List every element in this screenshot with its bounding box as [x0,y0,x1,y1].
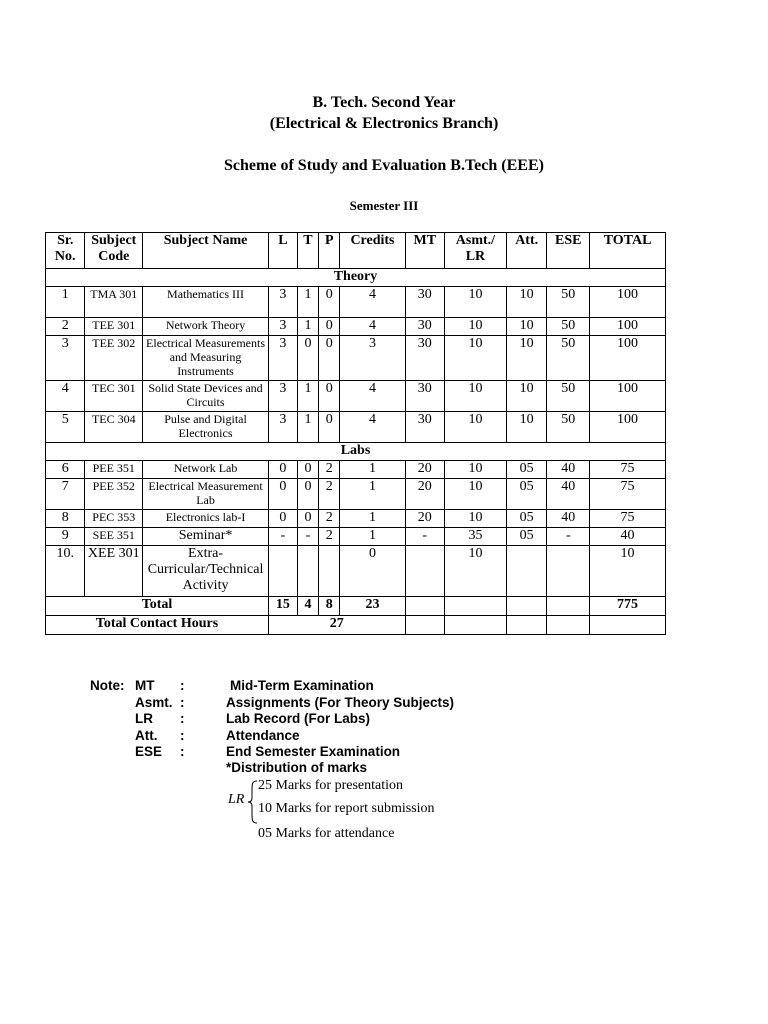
cell-name: Solid State Devices and Circuits [143,381,269,412]
note-abbr: ESE [135,744,163,759]
cell-l: 3 [268,287,297,318]
cell-l: - [268,528,297,546]
cell-ese: - [547,528,590,546]
attendance-line: 05 Marks for attendance [258,826,395,841]
cell-ese: 50 [547,381,590,412]
labs-section-row [46,443,666,461]
cell-att: 10 [506,318,547,336]
total-p: 8 [319,597,340,616]
cell-credits: 1 [340,461,405,479]
table-row [46,336,666,381]
scheme-table [45,232,666,635]
cell-name: Extra-Curricular/Technical Activity [143,546,269,597]
cell-t [297,546,318,597]
cell-asmt: 10 [445,336,507,381]
note-separator: : [180,727,185,743]
labs-label: Labs [46,443,666,461]
distribution-title: *Distribution of marks [226,760,368,775]
cell-p: 2 [319,461,340,479]
cell-p: 0 [319,318,340,336]
cell-mt: 30 [405,412,444,443]
cell-code: TEE 302 [85,336,143,381]
cell-att: 10 [506,336,547,381]
cell-credits: 4 [340,412,405,443]
contact-mt-empty [405,616,444,635]
cell-t: 0 [297,510,318,528]
contact-hours-row [46,616,666,635]
cell-p: 2 [319,510,340,528]
cell-total: 75 [590,461,666,479]
cell-name: Electronics lab-I [143,510,269,528]
header-ese: ESE [547,233,590,269]
cell-total: 100 [590,336,666,381]
cell-l: 3 [268,381,297,412]
cell-att: 05 [506,461,547,479]
cell-credits: 4 [340,381,405,412]
cell-p: 0 [319,287,340,318]
total-t: 4 [297,597,318,616]
cell-sr: 5 [46,412,85,443]
header-total: TOTAL [590,233,666,269]
cell-t: 0 [297,336,318,381]
cell-name: Electrical Measurements and Measuring Instruments [143,336,269,381]
cell-total: 10 [590,546,666,597]
lr-symbol: LR [228,792,245,807]
cell-sr: 6 [46,461,85,479]
note-description: Mid-Term Examination [230,678,374,693]
cell-total: 75 [590,510,666,528]
cell-total: 75 [590,479,666,510]
cell-att: 10 [506,412,547,443]
table-row [46,510,666,528]
cell-t: - [297,528,318,546]
cell-total: 100 [590,318,666,336]
total-label: Total [46,597,269,616]
table-row [46,479,666,510]
cell-credits: 1 [340,510,405,528]
cell-sr: 10. [46,546,85,597]
cell-credits: 4 [340,318,405,336]
cell-asmt: 10 [445,546,507,597]
cell-ese: 40 [547,461,590,479]
cell-ese: 40 [547,510,590,528]
cell-att [506,546,547,597]
cell-att: 10 [506,287,547,318]
cell-ese [547,546,590,597]
cell-mt: 20 [405,510,444,528]
cell-credits: 3 [340,336,405,381]
header-sr: Sr. No. [46,233,85,269]
contact-asmt-empty [445,616,507,635]
cell-asmt: 10 [445,381,507,412]
cell-code: TEC 304 [85,412,143,443]
cell-total: 100 [590,412,666,443]
total-att-empty [506,597,547,616]
cell-ese: 50 [547,287,590,318]
note-abbr: Att. [135,727,158,743]
cell-sr: 4 [46,381,85,412]
contact-ese-empty [547,616,590,635]
cell-ese: 40 [547,479,590,510]
cell-mt: 20 [405,479,444,510]
total-total: 775 [590,597,666,616]
cell-sr: 7 [46,479,85,510]
cell-name: Electrical Measurement Lab [143,479,269,510]
semester-heading: Semester III [349,198,419,213]
table-header-row [46,233,666,269]
total-mt-empty [405,597,444,616]
table-row [46,381,666,412]
cell-code: SEE 351 [85,528,143,546]
cell-credits: 1 [340,479,405,510]
cell-credits: 1 [340,528,405,546]
header-name: Subject Name [143,233,269,269]
cell-mt: 30 [405,318,444,336]
cell-asmt: 10 [445,510,507,528]
note-separator: : [180,694,185,710]
cell-l: 0 [268,510,297,528]
header-p: P [319,233,340,269]
cell-code: TMA 301 [85,287,143,318]
cell-mt: 20 [405,461,444,479]
cell-code: TEC 301 [85,381,143,412]
cell-asmt: 10 [445,318,507,336]
cell-sr: 2 [46,318,85,336]
table-row [46,412,666,443]
cell-p: 0 [319,381,340,412]
cell-p: 2 [319,479,340,510]
table-row [46,318,666,336]
note-separator: : [180,678,185,693]
header-mt: MT [405,233,444,269]
total-asmt-empty [445,597,507,616]
cell-mt: 30 [405,381,444,412]
page-title-line1: B. Tech. Second Year [312,94,456,111]
note-abbr: Asmt. [135,694,173,710]
cell-code: XEE 301 [85,546,143,597]
note-description: Lab Record (For Labs) [226,711,371,726]
header-l: L [268,233,297,269]
cell-t: 0 [297,461,318,479]
cell-l [268,546,297,597]
cell-l: 0 [268,461,297,479]
cell-t: 0 [297,479,318,510]
cell-sr: 9 [46,528,85,546]
cell-p [319,546,340,597]
cell-asmt: 10 [445,461,507,479]
cell-asmt: 10 [445,412,507,443]
cell-sr: 3 [46,336,85,381]
cell-mt [405,546,444,597]
cell-code: PEE 352 [85,479,143,510]
cell-code: TEE 301 [85,318,143,336]
page-title-line2: (Electrical & Electronics Branch) [269,115,499,132]
cell-p: 0 [319,412,340,443]
cell-asmt: 10 [445,479,507,510]
cell-p: 2 [319,528,340,546]
cell-mt: 30 [405,336,444,381]
header-t: T [297,233,318,269]
cell-ese: 50 [547,318,590,336]
theory-section-row [46,269,666,287]
note-abbr: MT [135,678,155,693]
cell-t: 1 [297,287,318,318]
cell-credits: 4 [340,287,405,318]
cell-att: 10 [506,381,547,412]
total-credits: 23 [340,597,405,616]
theory-label: Theory [46,269,666,287]
cell-name: Seminar* [143,528,269,546]
cell-total: 100 [590,287,666,318]
cell-l: 0 [268,479,297,510]
cell-att: 05 [506,510,547,528]
cell-t: 1 [297,318,318,336]
table-row [46,461,666,479]
lr-item-report: 10 Marks for report submission [258,801,435,816]
cell-total: 100 [590,381,666,412]
table-row [46,546,666,597]
note-description: End Semester Examination [226,744,401,759]
note-abbr: LR [135,711,153,726]
cell-mt: - [405,528,444,546]
cell-ese: 50 [547,336,590,381]
note-separator: : [180,711,185,726]
total-ese-empty [547,597,590,616]
scheme-title: Scheme of Study and Evaluation B.Tech (EEE) [224,157,544,174]
total-l: 15 [268,597,297,616]
cell-name: Pulse and Digital Electronics [143,412,269,443]
note-separator: : [180,744,185,759]
cell-l: 3 [268,336,297,381]
cell-sr: 1 [46,287,85,318]
cell-t: 1 [297,412,318,443]
total-row [46,597,666,616]
cell-mt: 30 [405,287,444,318]
cell-att: 05 [506,479,547,510]
cell-credits: 0 [340,546,405,597]
contact-total-empty [590,616,666,635]
header-asmt: Asmt./ LR [445,233,507,269]
cell-p: 0 [319,336,340,381]
cell-name: Network Lab [143,461,269,479]
lr-item-presentation: 25 Marks for presentation [258,778,404,793]
contact-hours-value: 27 [268,616,405,635]
cell-att: 05 [506,528,547,546]
header-credits: Credits [340,233,405,269]
note-prefix: Note: [90,678,125,693]
cell-code: PEE 351 [85,461,143,479]
cell-name: Mathematics III [143,287,269,318]
cell-asmt: 35 [445,528,507,546]
cell-l: 3 [268,318,297,336]
cell-name: Network Theory [143,318,269,336]
cell-t: 1 [297,381,318,412]
table-row [46,528,666,546]
cell-l: 3 [268,412,297,443]
cell-total: 40 [590,528,666,546]
contact-att-empty [506,616,547,635]
cell-asmt: 10 [445,287,507,318]
cell-ese: 50 [547,412,590,443]
cell-code: PEC 353 [85,510,143,528]
cell-sr: 8 [46,510,85,528]
header-code: Subject Code [85,233,143,269]
brace-icon [248,780,258,824]
header-att: Att. [506,233,547,269]
contact-hours-label: Total Contact Hours [46,616,269,635]
note-description: Assignments (For Theory Subjects) [226,694,455,710]
table-row [46,287,666,318]
note-description: Attendance [226,727,300,743]
